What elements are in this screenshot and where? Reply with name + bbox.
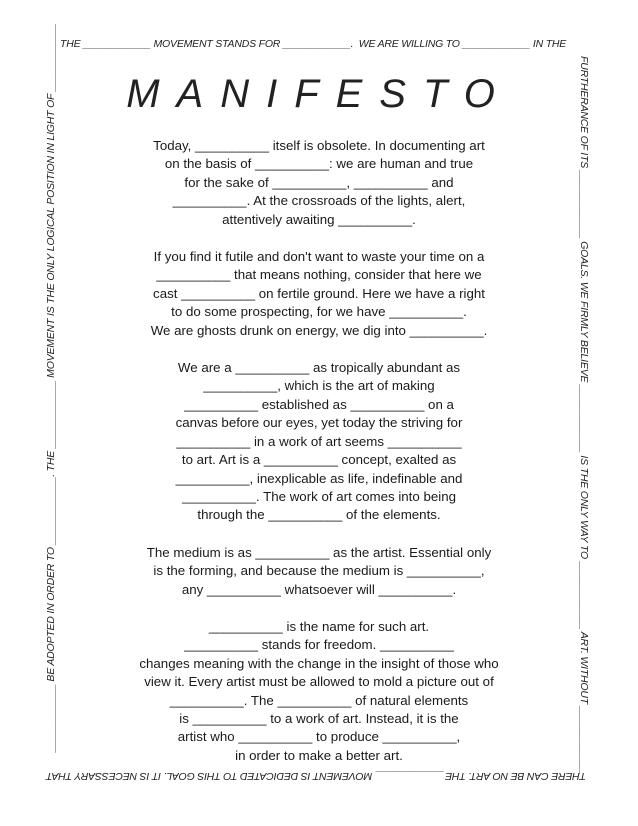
paragraph-1: Today, __________ itself is obsolete. In documenting art on the basis of __________: we are human and true for the sake of __________, __________ and __________. At the crossroads of the lights, alert, attentively awaiting __________. [153, 138, 485, 227]
manifesto-body [60, 137, 578, 784]
border-text-top: THE ____________ MOVEMENT STANDS FOR ____________. WE ARE WILLING TO ____________ IN THE [60, 38, 567, 50]
page-title: MANIFESTO [126, 72, 512, 116]
paragraph-5: __________ is the name for such art. __________ stands for freedom. __________ changes meaning with the change in the insight of those who view it. Every artist must be allowed to mold a picture out of __________. The __________ of natural elements is __________ to a work of art. Instead, it is the artist who __________ to produce __________, in order to make a better art. [139, 618, 499, 763]
border-text-right: FURTHERANCE OF ITS ____________ GOALS. WE FIRMLY BELIEVE ____________ IS THE ONLY WAY TO ____________ ART. WITHOUT ____________ [578, 56, 590, 775]
paragraph-4: The medium is as __________ as the artist. Essential only is the forming, and because the medium is __________, any __________ whatsoever will __________. [146, 544, 492, 597]
paragraph-3: We are a __________ as tropically abundant as __________, which is the art of making __________ established as __________ on a canvas before our eyes, yet today the striving for __________ in a work of art seems __________ to art. Art is a __________ concept, exalted as __________, inexplicable as life, indefinable and __________. The work of art comes into being through the __________ of the elements. [175, 360, 463, 523]
border-text-left: ____________ BE ADOPTED IN ORDER TO ____________. THE ____________ MOVEMENT IS THE ONLY LOGICAL POSITION IN LIGHT OF ____________ [45, 23, 57, 752]
border-text-bottom: THERE CAN BE NO ART. THE ____________ MOVEMENT IS DEDICATED TO THIS GOAL. IT IS NECESSARY THAT [46, 770, 586, 782]
paragraph-2: If you find it futile and don't want to waste your time on a __________ that means nothing, consider that here we cast __________ on fertile ground. Here we have a right to do some prospecting, for we have __________. We are ghosts drunk on energy, we dig into __________. [150, 249, 488, 338]
